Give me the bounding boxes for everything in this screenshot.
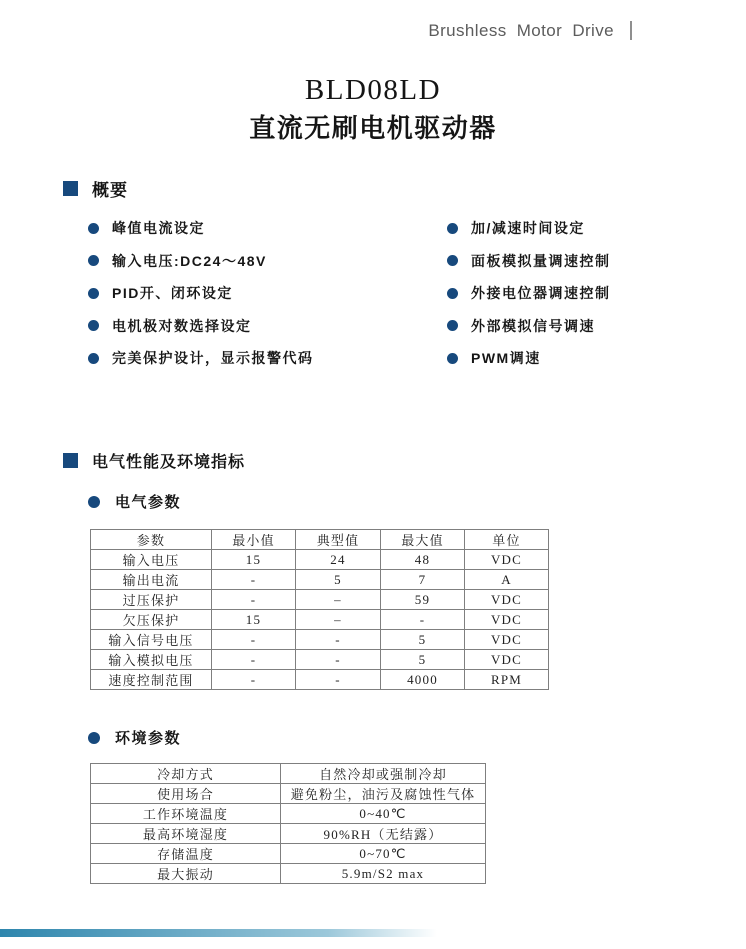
table-row [91, 824, 486, 844]
specs-heading-label: 电气性能及环境指标 [92, 454, 246, 471]
page-header [0, 21, 632, 41]
bullet-icon [447, 320, 458, 331]
bullet-icon [88, 255, 99, 266]
specs-section-heading [63, 449, 245, 472]
bullet-icon [88, 732, 100, 744]
table-cell: – [296, 590, 381, 610]
feature-label: 峰值电流设定 [112, 220, 205, 236]
table-cell: 输出电流 [91, 570, 212, 590]
table-cell: – [296, 610, 381, 630]
table-cell: 5.9m/S2 max [281, 864, 486, 884]
feature-list-left [88, 218, 314, 381]
table-cell: 最高环境湿度 [91, 824, 281, 844]
table-cell: 最大振动 [91, 864, 281, 884]
table-cell: 过压保护 [91, 590, 212, 610]
bullet-icon [88, 288, 99, 299]
table-header-row [91, 530, 549, 550]
environment-parameters-table [90, 763, 486, 884]
table-row [91, 804, 486, 824]
table-row [91, 764, 486, 784]
environment-params-label: 环境参数 [115, 730, 182, 747]
table-cell: A [465, 570, 549, 590]
table-cell: 输入信号电压 [91, 630, 212, 650]
table-cell: 5 [296, 570, 381, 590]
overview-heading-label: 概要 [92, 181, 128, 200]
table-cell: 输入模拟电压 [91, 650, 212, 670]
header-divider-bar [630, 21, 632, 40]
feature-label: 外部模拟信号调速 [471, 317, 595, 334]
table-cell: - [212, 630, 296, 650]
table-cell: 15 [212, 550, 296, 570]
feature-label: 电机极对数选择设定 [112, 317, 252, 334]
table-cell: 5 [381, 650, 465, 670]
table-cell: 7 [381, 570, 465, 590]
column-header: 参数 [91, 530, 212, 550]
footer-gradient-bar [0, 929, 437, 937]
feature-item [447, 251, 611, 271]
feature-label: 加/减速时间设定 [471, 220, 585, 236]
table-cell: 冷却方式 [91, 764, 281, 784]
environment-params-heading [88, 727, 181, 748]
feature-item [88, 218, 314, 238]
table-cell: 0~70℃ [281, 844, 486, 864]
table-cell: 5 [381, 630, 465, 650]
feature-list-right [447, 218, 611, 381]
table-cell: VDC [465, 610, 549, 630]
table-cell: - [212, 650, 296, 670]
electrical-params-heading [88, 491, 181, 512]
table-cell: - [212, 570, 296, 590]
product-model-title: BLD08LD [304, 74, 442, 106]
column-header: 最小值 [212, 530, 296, 550]
table-cell: 15 [212, 610, 296, 630]
electrical-parameters-table [90, 529, 549, 690]
bullet-icon [88, 353, 99, 364]
table-cell: RPM [465, 670, 549, 690]
bullet-icon [88, 223, 99, 234]
table-cell: - [296, 650, 381, 670]
table-cell: 自然冷却或强制冷却 [281, 764, 486, 784]
table-cell: 24 [296, 550, 381, 570]
table-cell: 48 [381, 550, 465, 570]
bullet-icon [88, 320, 99, 331]
table-cell: - [381, 610, 465, 630]
table-cell: 欠压保护 [91, 610, 212, 630]
column-header: 最大值 [381, 530, 465, 550]
electrical-params-label: 电气参数 [115, 494, 182, 511]
overview-section-heading [63, 176, 128, 201]
table-row [91, 650, 549, 670]
feature-label: 面板模拟量调速控制 [471, 252, 611, 269]
feature-label: 完美保护设计，显示报警代码 [112, 350, 314, 366]
table-cell: 59 [381, 590, 465, 610]
table-cell: 90%RH（无结露） [281, 824, 486, 844]
product-name-title: 直流无刷电机驱动器 [249, 113, 497, 143]
table-row [91, 570, 549, 590]
table-cell: VDC [465, 650, 549, 670]
bullet-icon [447, 255, 458, 266]
bullet-icon [88, 496, 100, 508]
section-marker-icon [63, 181, 78, 196]
table-cell: VDC [465, 550, 549, 570]
table-row [91, 670, 549, 690]
table-cell: VDC [465, 590, 549, 610]
table-cell: 工作环境温度 [91, 804, 281, 824]
feature-item [447, 316, 611, 336]
table-cell: 存储温度 [91, 844, 281, 864]
feature-item [88, 316, 314, 336]
bullet-icon [447, 288, 458, 299]
brand-text: Brushless Motor Drive [428, 21, 614, 40]
table-cell: 4000 [381, 670, 465, 690]
feature-item [447, 348, 611, 368]
bullet-icon [447, 353, 458, 364]
feature-item [88, 348, 314, 368]
table-row [91, 864, 486, 884]
feature-label: 外接电位器调速控制 [471, 285, 611, 301]
bullet-icon [447, 223, 458, 234]
table-row [91, 784, 486, 804]
column-header: 典型值 [296, 530, 381, 550]
feature-label: PID开、闭环设定 [112, 285, 233, 301]
table-cell: VDC [465, 630, 549, 650]
table-cell: 使用场合 [91, 784, 281, 804]
table-cell: - [296, 670, 381, 690]
feature-item [88, 251, 314, 271]
column-header: 单位 [465, 530, 549, 550]
feature-item [88, 283, 314, 303]
feature-item [447, 283, 611, 303]
table-row [91, 610, 549, 630]
table-row [91, 590, 549, 610]
table-cell: 0~40℃ [281, 804, 486, 824]
table-cell: 速度控制范围 [91, 670, 212, 690]
table-cell: - [212, 670, 296, 690]
feature-label: 输入电压:DC24～48V [112, 252, 267, 269]
table-row [91, 844, 486, 864]
table-row [91, 630, 549, 650]
table-row [91, 550, 549, 570]
feature-item [447, 218, 611, 238]
table-cell: - [212, 590, 296, 610]
table-cell: 输入电压 [91, 550, 212, 570]
table-cell: - [296, 630, 381, 650]
table-cell: 避免粉尘，油污及腐蚀性气体 [281, 784, 486, 804]
section-marker-icon [63, 453, 78, 468]
feature-label: PWM调速 [471, 350, 541, 366]
